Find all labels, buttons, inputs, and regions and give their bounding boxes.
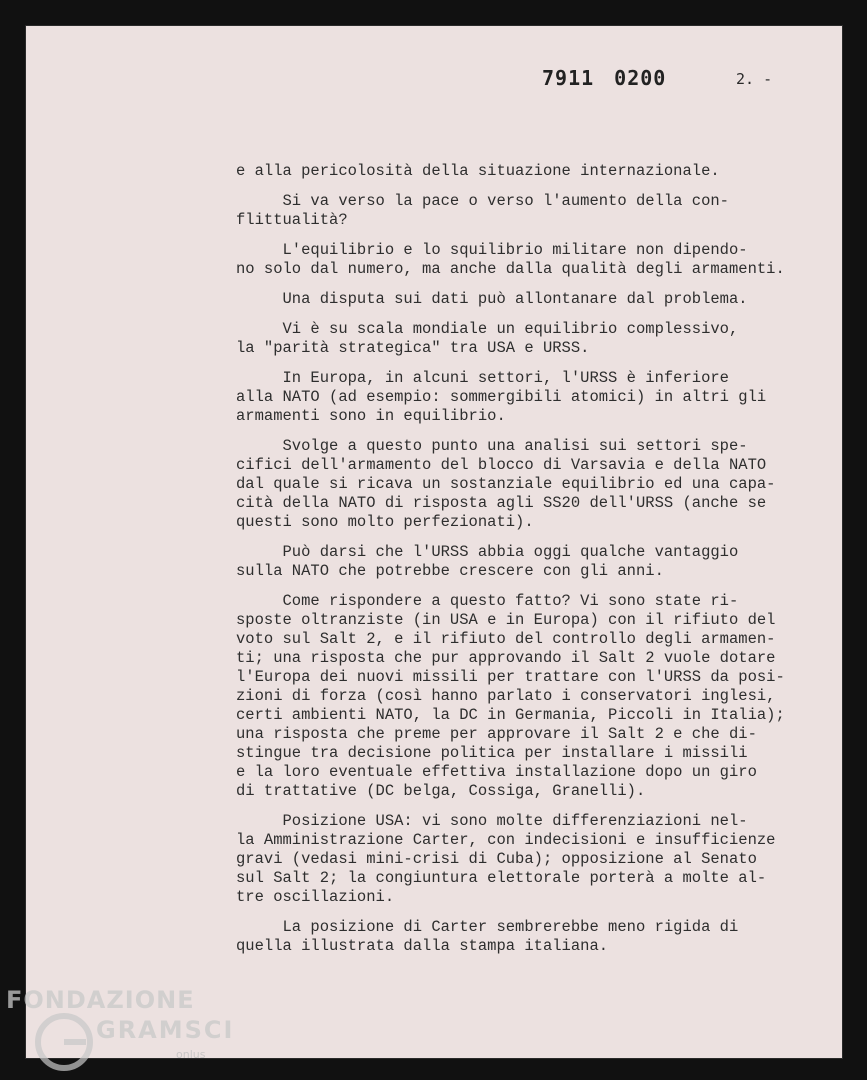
watermark-line-3: onlus — [176, 1048, 206, 1061]
page-number: 2. - — [736, 70, 773, 88]
paragraph: Può darsi che l'URSS abbia oggi qualche vantaggio sulla NATO che potrebbe crescere con gli anni. — [236, 543, 739, 580]
paragraph: L'equilibrio e lo squilibrio militare non dipendo- no solo dal numero, ma anche dalla qualità degli armamenti. — [236, 241, 785, 278]
archive-reference-number — [542, 66, 666, 90]
watermark-line-2: GRAMSCI — [96, 1016, 235, 1044]
paragraph: Come rispondere a questo fatto? Vi sono state ri- sposte oltranziste (in USA e in Europa) con il rifiuto del voto sul Salt 2, e il rifiuto del controllo degli armamen- ti; una risposta che pur approvando il Salt 2 vuole dotare l'Europa dei nuovi missili per trattare con l'URSS da posi- zioni di forza (così hanno parlato i conservatori inglesi, certi ambienti NATO, la DC in Germania, Piccoli in Italia); una risposta che preme per approvare il Salt 2 e che di- stingue tra decisione politica per installare i missili e la loro eventuale effettiva installazione dopo un giro di trattative (DC belga, Cossiga, Granelli). — [236, 592, 785, 800]
paragraph: Vi è su scala mondiale un equilibrio complessivo, la "parità strategica" tra USA e URSS. — [236, 320, 739, 357]
watermark-line-1: FONDAZIONE — [6, 986, 195, 1014]
reference-part-1: 7911 — [542, 66, 595, 90]
paragraph: Si va verso la pace o verso l'aumento della con- flittualità? — [236, 192, 729, 229]
paragraph: In Europa, in alcuni settori, l'URSS è inferiore alla NATO (ad esempio: sommergibili atomici) in altri gli armamenti sono in equilibrio. — [236, 369, 767, 425]
paragraph: Una disputa sui dati può allontanare dal problema. — [236, 290, 748, 308]
paragraph: Svolge a questo punto una analisi sui settori spe- cifici dell'armamento del blocco di Varsavia e della NATO dal quale si ricava un sostanziale equilibrio ed una capa- cità della NATO di risposta agli SS20 dell'URSS (anche se questi sono molto perfezionati). — [236, 437, 776, 531]
paragraph: La posizione di Carter sembrerebbe meno rigida di quella illustrata dalla stampa italiana. — [236, 918, 739, 955]
document-body — [236, 162, 806, 967]
paragraph: e alla pericolosità della situazione internazionale. — [236, 162, 720, 180]
reference-part-2: 0200 — [614, 66, 667, 90]
paragraph: Posizione USA: vi sono molte differenziazioni nel- la Amministrazione Carter, con indecisioni e insufficienze gravi (vedasi mini-crisi di Cuba); opposizione al Senato sul Salt 2; la congiuntura elettorale porterà a molte al- tre oscillazioni. — [236, 812, 776, 906]
